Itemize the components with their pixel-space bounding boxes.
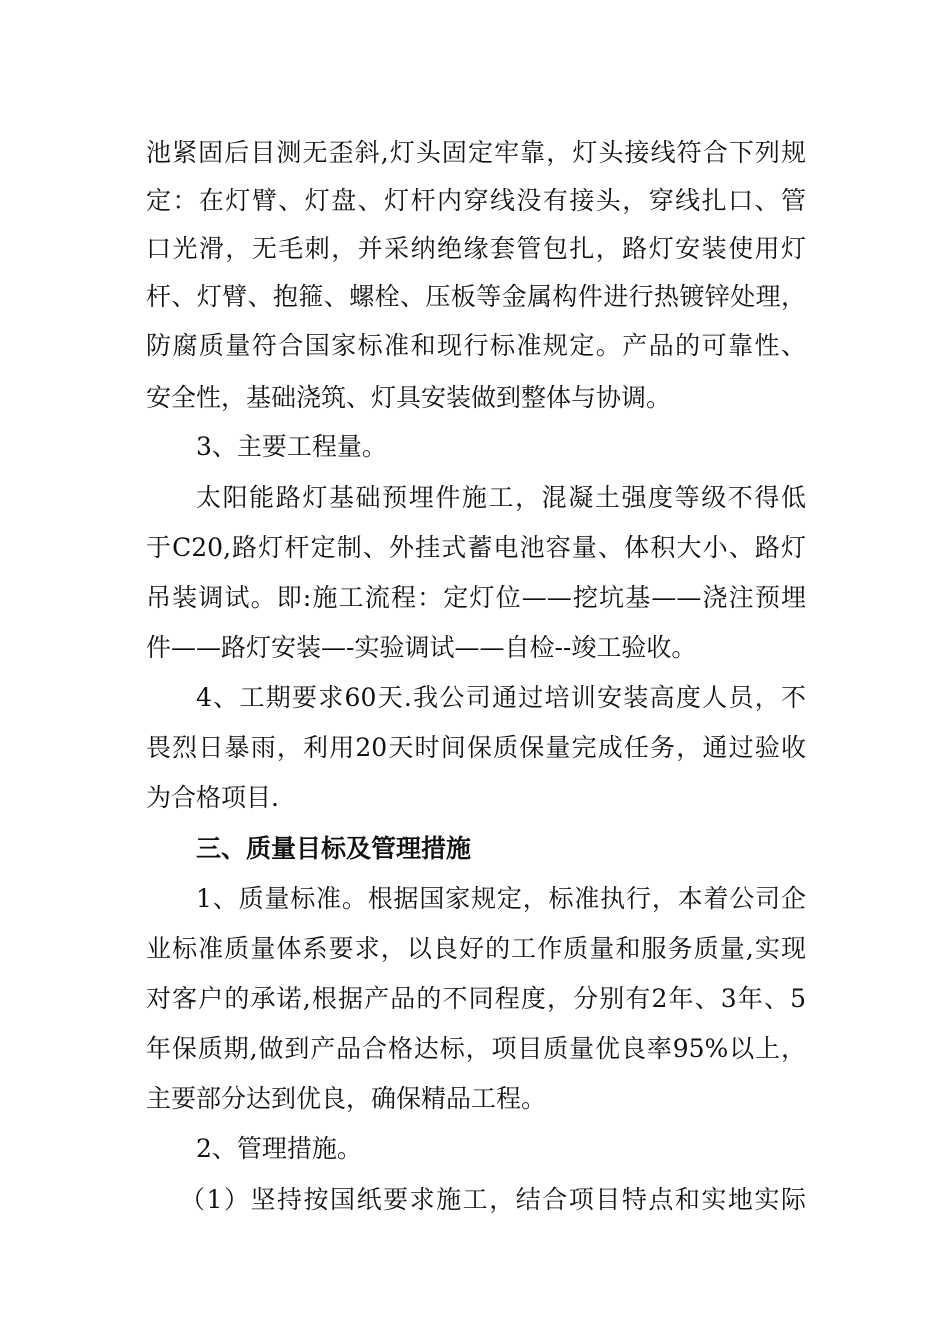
- paragraph-line: 定：在灯臂、灯盘、灯杆内穿线没有接头，穿线扎口、管: [146, 186, 806, 215]
- paragraph-line: 池紧固后目测无歪斜,灯头固定牢靠，灯头接线符合下列规: [146, 138, 806, 167]
- paragraph-line: 年保质期,做到产品合格达标，项目质量优良率95%以上，: [146, 1034, 806, 1063]
- section-heading-quality: 三、质量目标及管理措施: [196, 834, 472, 863]
- paragraph-line: 4、工期要求60天.我公司通过培训安装高度人员，不: [196, 683, 806, 712]
- section-heading-2: 2、管理措施。: [196, 1134, 362, 1163]
- paragraph-line: 业标准质量体系要求，以良好的工作质量和服务质量,实现: [146, 934, 806, 963]
- paragraph-line: 主要部分达到优良，确保精品工程。: [146, 1084, 547, 1113]
- paragraph-line: 吊装调试。即:施工流程：定灯位——挖坑基——浇注预埋: [146, 583, 806, 612]
- paragraph-line: 太阳能路灯基础预埋件施工，混凝土强度等级不得低: [196, 483, 806, 512]
- paragraph-line: 件——路灯安装—-实验调试——自检--竣工验收。: [146, 633, 697, 662]
- paragraph-line: （1）坚持按国纸要求施工，结合项目特点和实地实际: [180, 1185, 806, 1214]
- paragraph-line: 为合格项目.: [146, 783, 279, 812]
- paragraph-line: 安全性，基础浇筑、灯具安装做到整体与协调。: [146, 383, 672, 412]
- paragraph-line: 对客户的承诺,根据产品的不同程度，分别有2年、3年、5: [146, 984, 806, 1013]
- paragraph-line: 口光滑，无毛刺，并采纳绝缘套管包扎，路灯安装使用灯: [146, 234, 806, 263]
- paragraph-line: 1、质量标准。根据国家规定，标准执行，本着公司企: [196, 884, 806, 913]
- paragraph-line: 畏烈日暴雨，利用20天时间保质保量完成任务，通过验收: [146, 733, 806, 762]
- paragraph-line: 防腐质量符合国家标准和现行标准规定。产品的可靠性、: [146, 331, 806, 360]
- section-heading-3: 3、主要工程量。: [196, 432, 387, 461]
- paragraph-line: 于C20,路灯杆定制、外挂式蓄电池容量、体积大小、路灯: [146, 533, 806, 562]
- paragraph-line: 杆、灯臂、抱箍、螺栓、压板等金属构件进行热镀锌处理，: [146, 282, 806, 311]
